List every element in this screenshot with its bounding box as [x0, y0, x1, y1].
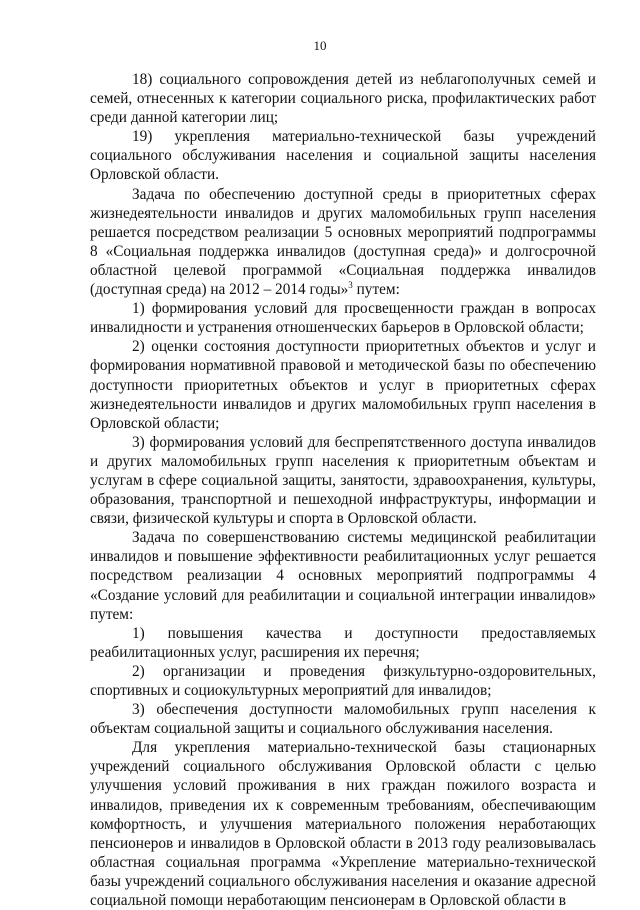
paragraph-rehabilitation-item-3: 3) обеспечения доступности маломобильных групп населения к объектам социальной защиты и социального обслуживания населения. [90, 701, 596, 738]
paragraph-text: Задача по обеспечению доступной среды в приоритетных сферах жизнедеятельности инвалидов и других маломобильных групп населения решается посредством реализации 5 основных мероприятий подпрограммы 8 «Социальная поддержка инвалидов (доступная среда)» и долгосрочной областной целевой программой «Социальная поддержка инвалидов (доступная среда) на 2012 – 2014 годы» [90, 185, 596, 299]
document-body [90, 70, 596, 910]
paragraph-accessible-item-3: 3) формирования условий для беспрепятственного доступа инвалидов и других маломобильных групп населения к приоритетным объектам и услугам в сфере социальной защиты, занятости, здравоохранения, культуры, образования, транспортной и пешеходной инфраструктуры, информации и связи, физической культуры и спорта в Орловской области. [90, 433, 596, 528]
paragraph-item-19: 19) укрепления материально-технической базы учреждений социального обслуживания населения и социальной защиты населения Орловской области. [90, 128, 596, 184]
paragraph-accessible-item-2: 2) оценки состояния доступности приоритетных объектов и услуг и формирования нормативной правовой и методической базы по обеспечению доступности приоритетных объектов и услуг в приоритетных сферах жизнедеятельности инвалидов и других маломобильных групп населения в Орловской области; [90, 338, 596, 432]
paragraph-material-base: Для укрепления материально-технической базы стационарных учреждений социального обслуживания Орловской области с целью улучшения условий проживания в них граждан пожилого возраста и инвалидов, приведения их к современным требованиям, обеспечивающим комфортность, и улучшения материального положения неработающих пенсионеров и инвалидов в Орловской области в 2013 году реализовывалась областная социальная программа «Укрепление материально-технической базы учреждений социального обслуживания населения и оказание адресной социальной помощи неработающим пенсионерам в Орловской области в [90, 739, 596, 910]
paragraph-rehabilitation-task: Задача по совершенствованию системы медицинской реабилитации инвалидов и повышение эффективности реабилитационных услуг решается посредством реализации 4 основных мероприятий подпрограммы 4 «Создание условий для реабилитации и социальной интеграции инвалидов» путем: [90, 529, 596, 623]
paragraph-tail: путем: [352, 281, 400, 299]
paragraph-accessible-item-1: 1) формирования условий для просвещенности граждан в вопросах инвалидности и устранения отношенческих барьеров в Орловской области; [90, 300, 596, 337]
footnote-marker: 3 [348, 279, 353, 290]
paragraph-rehabilitation-item-1: 1) повышения качества и доступности предоставляемых реабилитационных услуг, расширения их перечня; [90, 624, 596, 661]
page-number: 10 [313, 38, 327, 53]
paragraph-accessible-environment-task [90, 185, 596, 300]
paragraph-rehabilitation-item-2: 2) организации и проведения физкультурно-оздоровительных, спортивных и социокультурных мероприятий для инвалидов; [90, 662, 596, 699]
paragraph-item-18: 18) социального сопровождения детей из неблагополучных семей и семей, отнесенных к категории социального риска, профилактических работ среди данной категории лиц; [90, 71, 596, 127]
